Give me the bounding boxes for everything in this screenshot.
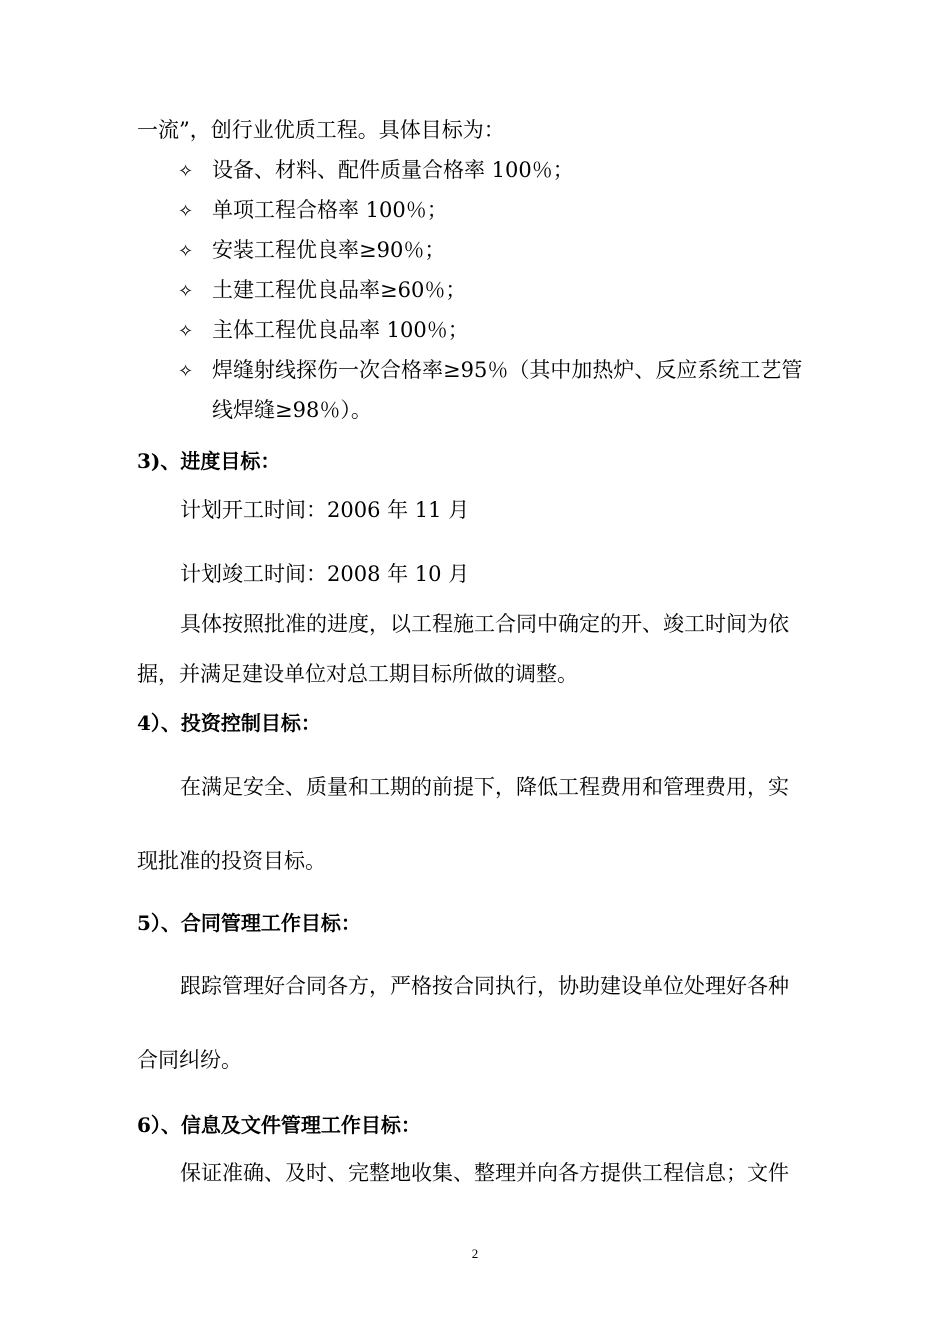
list-item <box>178 236 445 266</box>
list-item-text: 单项工程合格率 100％； <box>212 198 448 222</box>
investment-paragraph-line2: 现批准的投资目标。 <box>137 849 326 873</box>
diamond-bullet-icon: ✧ <box>178 201 194 222</box>
list-item-text: 主体工程优良品率 100％； <box>212 318 469 342</box>
investment-paragraph-line1: 在满足安全、质量和工期的前提下，降低工程费用和管理费用，实 <box>180 775 789 799</box>
schedule-end: 计划竣工时间：2008 年 10 月 <box>180 562 470 586</box>
schedule-start: 计划开工时间：2006 年 11 月 <box>180 498 470 522</box>
list-item-text: 土建工程优良品率≥60％； <box>212 278 467 302</box>
list-item-text: 安装工程优良率≥90％； <box>212 238 446 262</box>
page-number: 2 <box>471 1246 479 1261</box>
diamond-bullet-icon: ✧ <box>178 361 194 382</box>
info-heading: 6）、信息及文件管理工作目标： <box>137 1113 421 1137</box>
diamond-bullet-icon: ✧ <box>178 161 194 182</box>
schedule-paragraph-line1: 具体按照批准的进度，以工程施工合同中确定的开、竣工时间为依 <box>180 612 789 636</box>
schedule-paragraph-line2: 据，并满足建设单位对总工期目标所做的调整。 <box>137 662 578 686</box>
list-item-text: 设备、材料、配件质量合格率 100％； <box>212 158 574 182</box>
diamond-bullet-icon: ✧ <box>178 321 194 342</box>
list-item-text: 焊缝射线探伤一次合格率≥95％（其中加热炉、反应系统工艺管 <box>212 358 803 382</box>
investment-heading: 4）、投资控制目标： <box>137 711 321 735</box>
list-item <box>178 276 466 306</box>
intro-line: 一流”，创行业优质工程。具体目标为： <box>137 118 505 142</box>
contract-paragraph-line1: 跟踪管理好合同各方，严格按合同执行，协助建设单位处理好各种 <box>180 974 789 998</box>
diamond-bullet-icon: ✧ <box>178 281 194 302</box>
contract-heading: 5）、合同管理工作目标： <box>137 911 361 935</box>
contract-paragraph-line2: 合同纠纷。 <box>137 1048 242 1072</box>
list-item-continuation: 线焊缝≥98％）。 <box>212 398 372 422</box>
list-item <box>178 196 448 226</box>
diamond-bullet-icon: ✧ <box>178 241 194 262</box>
list-item <box>178 356 802 386</box>
list-item <box>178 316 469 346</box>
info-paragraph-line1: 保证准确、及时、完整地收集、整理并向各方提供工程信息；文件 <box>180 1161 789 1185</box>
schedule-heading: 3)、进度目标： <box>137 449 281 473</box>
list-item <box>178 156 574 186</box>
